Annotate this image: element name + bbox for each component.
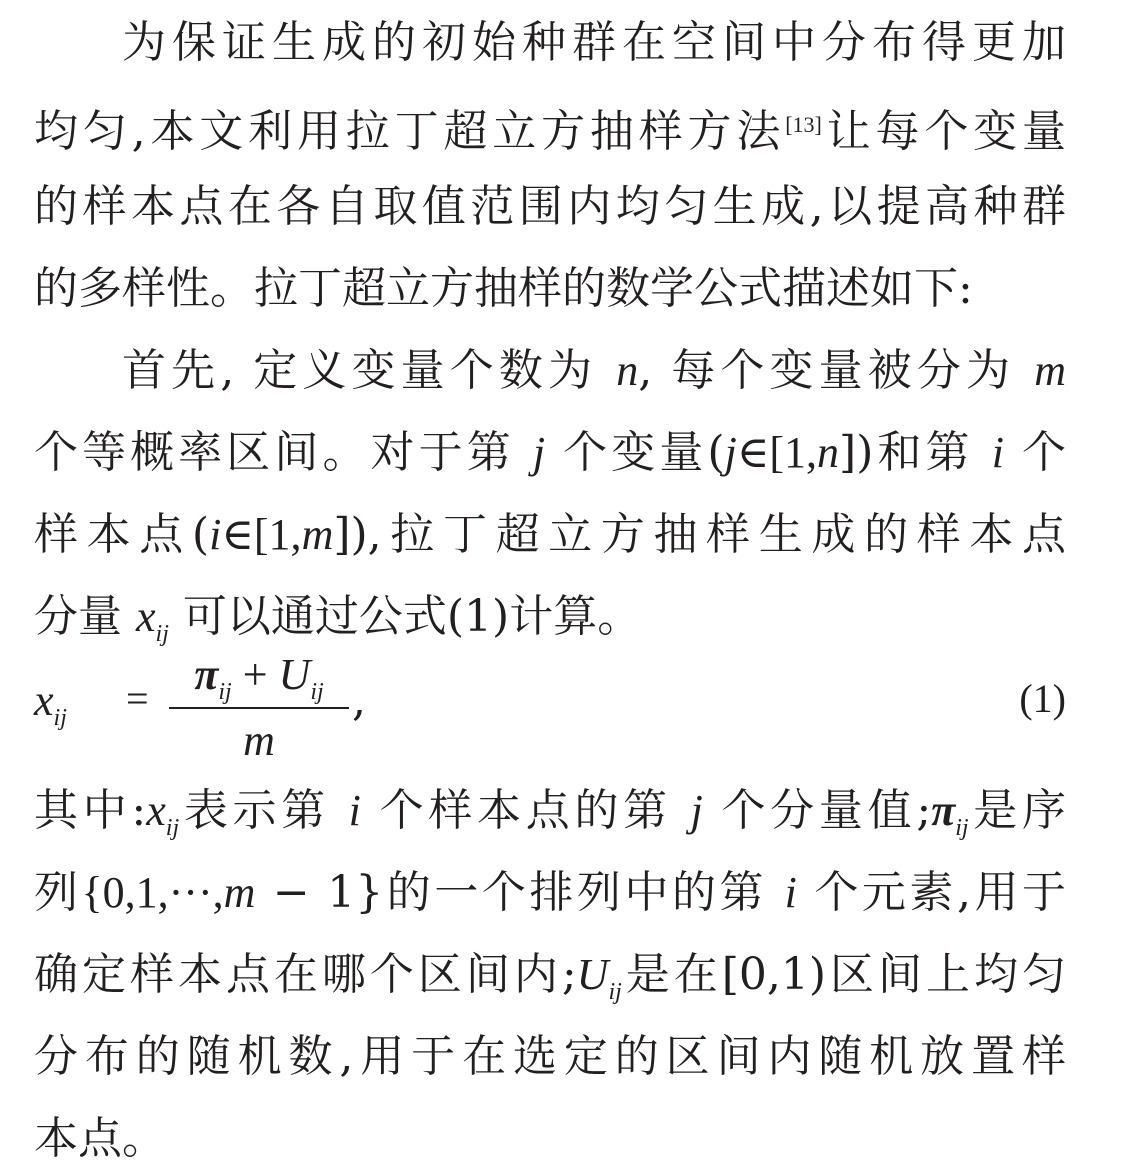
text-run: 是在[0,1)区间上均匀 — [621, 949, 1066, 1000]
text-line — [34, 776, 1066, 846]
math-var-m: m — [1034, 346, 1066, 395]
math-var-m: m — [301, 510, 334, 559]
math-var-n: n — [616, 346, 639, 395]
text-run: 个等概率区间。对于第 — [34, 427, 515, 478]
math-var-i: i — [991, 428, 1004, 477]
math-var-i: i — [784, 868, 797, 917]
text-run: 分布的随机数,用于在选定的区间内随机放置样 — [34, 1031, 1066, 1082]
text-line — [34, 1022, 1066, 1092]
math-var-x: x — [146, 786, 166, 835]
math-var-n: n — [817, 428, 840, 477]
math-var-u: U — [278, 650, 311, 699]
math-var-pi: π — [931, 786, 956, 835]
text-line — [34, 858, 1066, 928]
fraction-bar — [169, 707, 349, 709]
text-run: 其中: — [34, 785, 147, 836]
text-run: − 1}的一个排列中的第 — [255, 867, 768, 918]
math-subscript: ij — [310, 679, 324, 705]
text-run: 为保证生成的初始种群在空间中分布得更加 — [122, 17, 1066, 68]
text-run: 列{0,1,···, — [34, 868, 224, 917]
text-run: ]),拉丁超立方抽样生成的样本点 — [333, 509, 1066, 560]
citation-marker: [13] — [785, 112, 822, 137]
math-var-m: m — [243, 716, 275, 765]
math-subscript: ij — [155, 621, 169, 647]
math-var-j: j — [724, 428, 737, 477]
equation-lhs — [34, 675, 67, 732]
text-run: 个变量( — [563, 427, 725, 478]
math-var-j: j — [690, 786, 703, 835]
text-line — [34, 254, 1066, 324]
plus-sign: + — [231, 650, 279, 699]
text-line — [34, 90, 1066, 160]
text-run: 个 — [1022, 427, 1067, 478]
text-run: 是序 — [968, 785, 1066, 836]
math-var-pi: π — [194, 650, 219, 699]
math-var-j: j — [532, 428, 546, 477]
text-run: 本点。 — [34, 1113, 166, 1164]
text-run: 均匀,本文利用拉丁超立方抽样方法 — [34, 106, 786, 157]
text-run: 的多样性。拉丁超立方抽样的数学公式描述如下: — [34, 263, 973, 314]
math-subscript: ij — [218, 679, 232, 705]
math-run: ∈[1, — [736, 428, 818, 477]
math-subscript: ij — [53, 705, 67, 731]
text-line — [34, 418, 1066, 488]
text-run: 表示第 — [179, 785, 330, 836]
text-line — [34, 500, 1066, 570]
math-run: ∈[1, — [221, 510, 302, 559]
text-run: 首先, 定义变量个数为 — [122, 345, 598, 396]
text-run: 个样本点的第 — [379, 785, 672, 836]
math-var-i: i — [209, 510, 222, 559]
text-run: 的样本点在各自取值范围内均匀生成,以提高种群 — [34, 181, 1066, 232]
text-line — [34, 336, 1066, 406]
text-run: 个分量值; — [721, 785, 932, 836]
math-var-x: x — [34, 676, 54, 725]
text-run: 分量 — [34, 591, 122, 642]
text-line — [34, 940, 1066, 1010]
math-var-u: U — [576, 950, 609, 999]
text-run: 确定样本点在哪个区间内; — [34, 949, 577, 1000]
text-run: , 每个变量被分为 — [638, 345, 1016, 396]
text-line — [34, 172, 1066, 242]
equation-number: (1) — [1019, 676, 1066, 721]
text-line — [34, 582, 1066, 652]
text-line — [34, 8, 1066, 78]
text-run: 让每个变量 — [821, 106, 1066, 157]
math-subscript: ij — [608, 979, 622, 1005]
math-subscript: ij — [165, 815, 180, 841]
text-run: 可以通过公式(1)计算。 — [182, 591, 642, 642]
math-var-i: i — [348, 786, 361, 835]
math-subscript: ij — [955, 815, 969, 841]
fraction-denominator — [169, 711, 349, 771]
text-run: ])和第 — [839, 427, 974, 478]
text-run: 样本点( — [34, 509, 210, 560]
math-var-m: m — [223, 868, 256, 917]
text-line — [34, 1104, 1066, 1174]
equation-comma: , — [352, 675, 366, 726]
math-var-x: x — [136, 592, 156, 641]
equation-1 — [34, 645, 1066, 765]
equals-sign: = — [126, 676, 149, 721]
text-run: 个元素,用于 — [814, 867, 1066, 918]
